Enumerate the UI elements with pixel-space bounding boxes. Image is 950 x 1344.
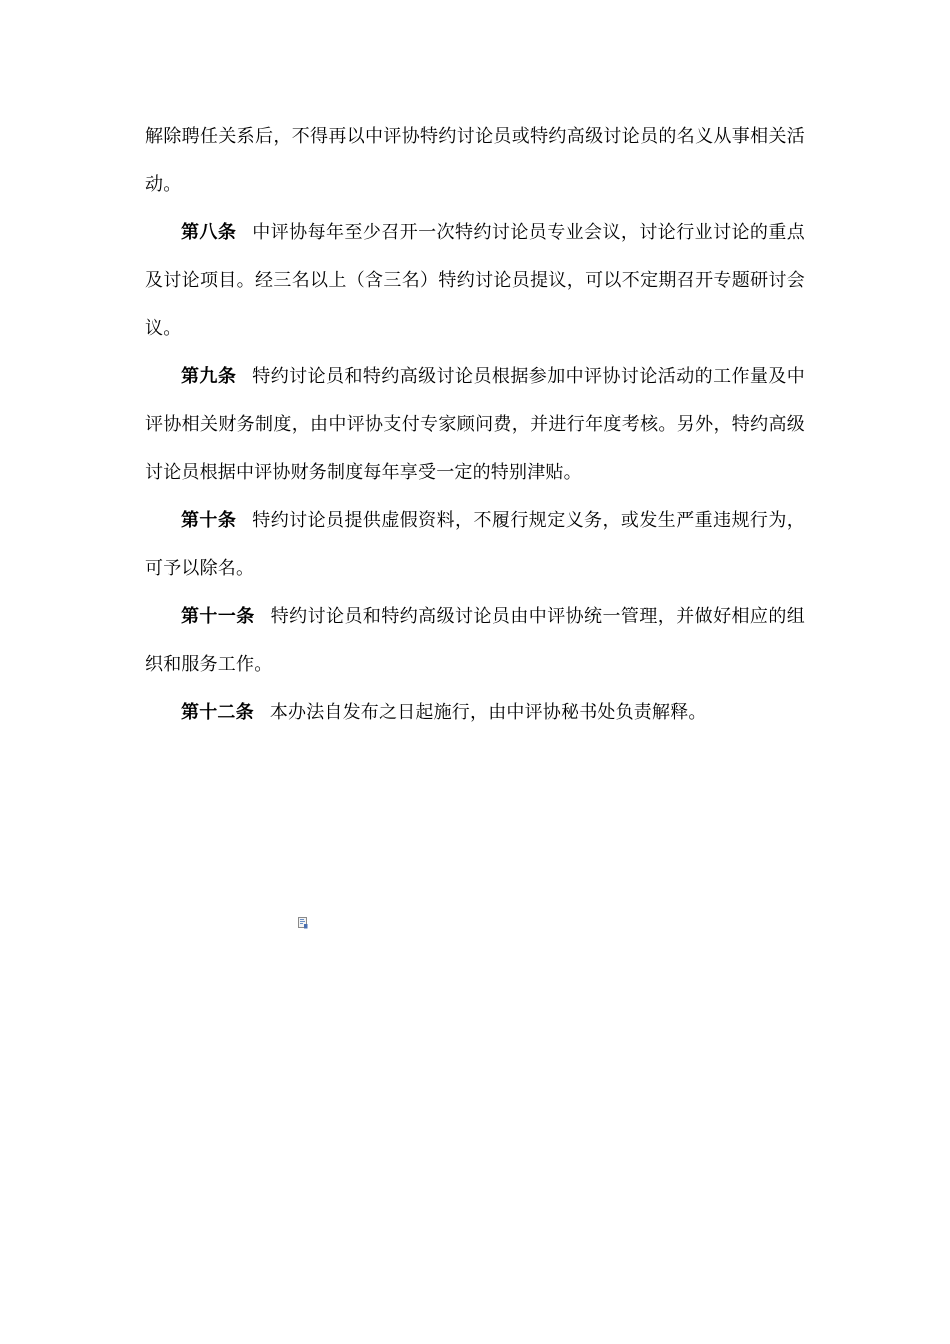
article-text: 中评协每年至少召开一次特约讨论员专业会议，讨论行业讨论的重点及讨论项目。经三名以上（含三名）特约讨论员提议，可以不定期召开专题研讨会议。 (145, 222, 805, 339)
article-number: 第九条 (181, 366, 237, 387)
article-9 (145, 353, 805, 497)
paragraph-text: 解除聘任关系后，不得再以中评协特约讨论员或特约高级讨论员的名义从事相关活动。 (145, 126, 805, 195)
article-number: 第十条 (181, 510, 237, 531)
article-text: 特约讨论员和特约高级讨论员由中评协统一管理，并做好相应的组织和服务工作。 (145, 606, 805, 675)
article-8 (145, 209, 805, 353)
paragraph-continuation (145, 113, 805, 209)
article-11 (145, 593, 805, 689)
article-number: 第十一条 (181, 606, 255, 627)
article-text: 特约讨论员提供虚假资料，不履行规定义务，或发生严重违规行为，可予以除名。 (145, 510, 805, 579)
document-body (145, 113, 805, 737)
article-number: 第十二条 (181, 702, 254, 723)
article-text: 特约讨论员和特约高级讨论员根据参加中评协讨论活动的工作量及中评协相关财务制度，由中评协支付专家顾问费，并进行年度考核。另外，特约高级讨论员根据中评协财务制度每年享受一定的特别津贴。 (145, 366, 805, 483)
article-number: 第八条 (181, 222, 237, 243)
article-10 (145, 497, 805, 593)
embedded-object-icon[interactable] (298, 914, 308, 926)
article-text: 本办法自发布之日起施行，由中评协秘书处负责解释。 (269, 702, 707, 723)
article-12 (145, 689, 805, 737)
